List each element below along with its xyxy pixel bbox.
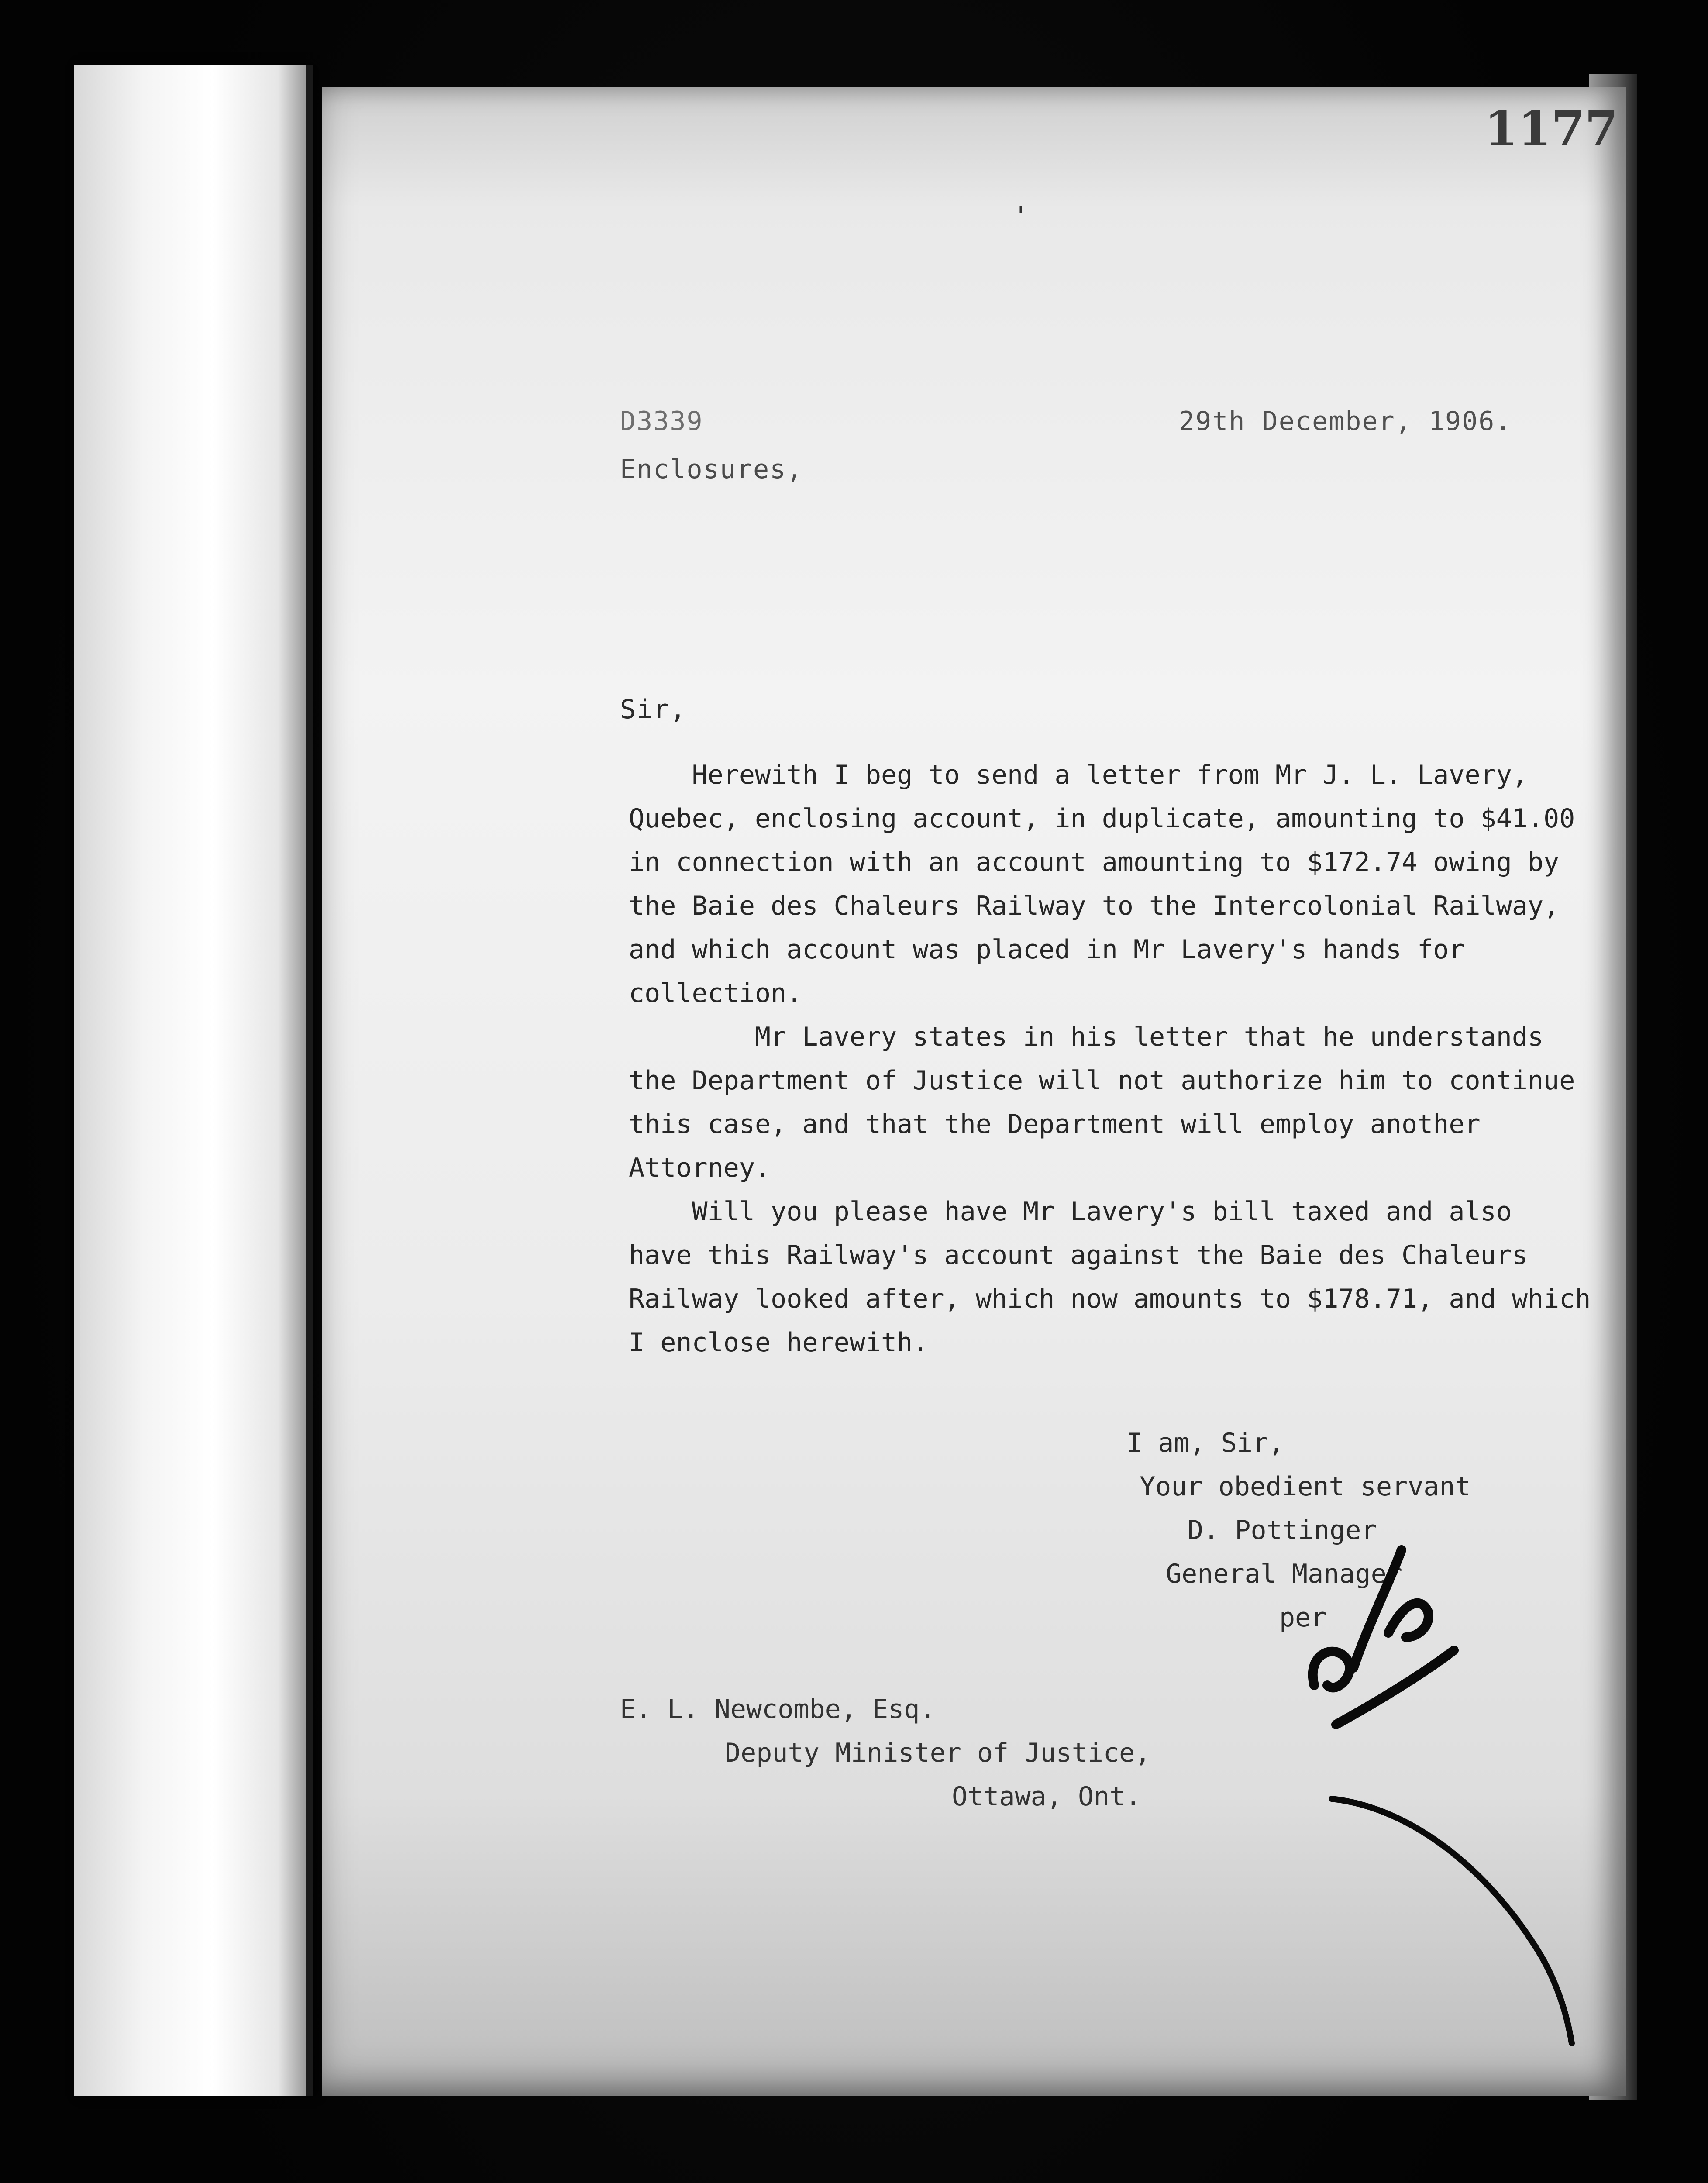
page-number: 1177	[1484, 100, 1618, 157]
addressee-name: E. L. Newcombe, Esq.	[620, 1694, 936, 1725]
signer-name: D. Pottinger	[1188, 1515, 1377, 1546]
body-line: Mr Lavery states in his letter that he understands	[629, 1022, 1544, 1052]
body-line: the Department of Justice will not authorize him to continue	[629, 1065, 1575, 1096]
pencil-stroke	[1323, 1790, 1594, 2052]
letter-date: 29th December, 1906.	[1179, 406, 1512, 437]
salutation: Sir,	[620, 694, 687, 725]
body-line: in connection with an account amounting to $172.74 owing by	[629, 847, 1560, 878]
body-line: I enclose herewith.	[629, 1327, 929, 1358]
handwritten-signature	[1288, 1519, 1471, 1746]
body-line: this case, and that the Department will employ another	[629, 1109, 1481, 1140]
reference-number: D3339	[620, 406, 703, 437]
addressee-position: Deputy Minister of Justice,	[725, 1738, 1151, 1768]
body-line: Herewith I beg to send a letter from Mr J. L. Lavery,	[629, 760, 1528, 790]
body-line: the Baie des Chaleurs Railway to the Intercolonial Railway,	[629, 891, 1560, 921]
body-line: Railway looked after, which now amounts to $178.71, and which	[629, 1284, 1591, 1314]
signer-title: General Manager	[1166, 1559, 1402, 1589]
left-binding-strip	[74, 65, 313, 2096]
addressee-city: Ottawa, Ont.	[952, 1781, 1141, 1812]
body-line: Attorney.	[629, 1153, 771, 1183]
body-line: and which account was placed in Mr Lavery's hands for	[629, 934, 1465, 965]
closing-line: I am, Sir,	[1126, 1428, 1284, 1458]
per-note: per	[1279, 1602, 1327, 1633]
closing-line: Your obedient servant	[1140, 1471, 1471, 1502]
body-line: Will you please have Mr Lavery's bill taxed and also	[629, 1196, 1512, 1227]
enclosures-note: Enclosures,	[620, 454, 803, 485]
body-line: collection.	[629, 978, 802, 1009]
pencil-tick-mark: '	[1013, 201, 1030, 231]
body-line: Quebec, enclosing account, in duplicate, amounting to $41.00	[629, 803, 1575, 834]
body-line: have this Railway's account against the Baie des Chaleurs	[629, 1240, 1528, 1271]
